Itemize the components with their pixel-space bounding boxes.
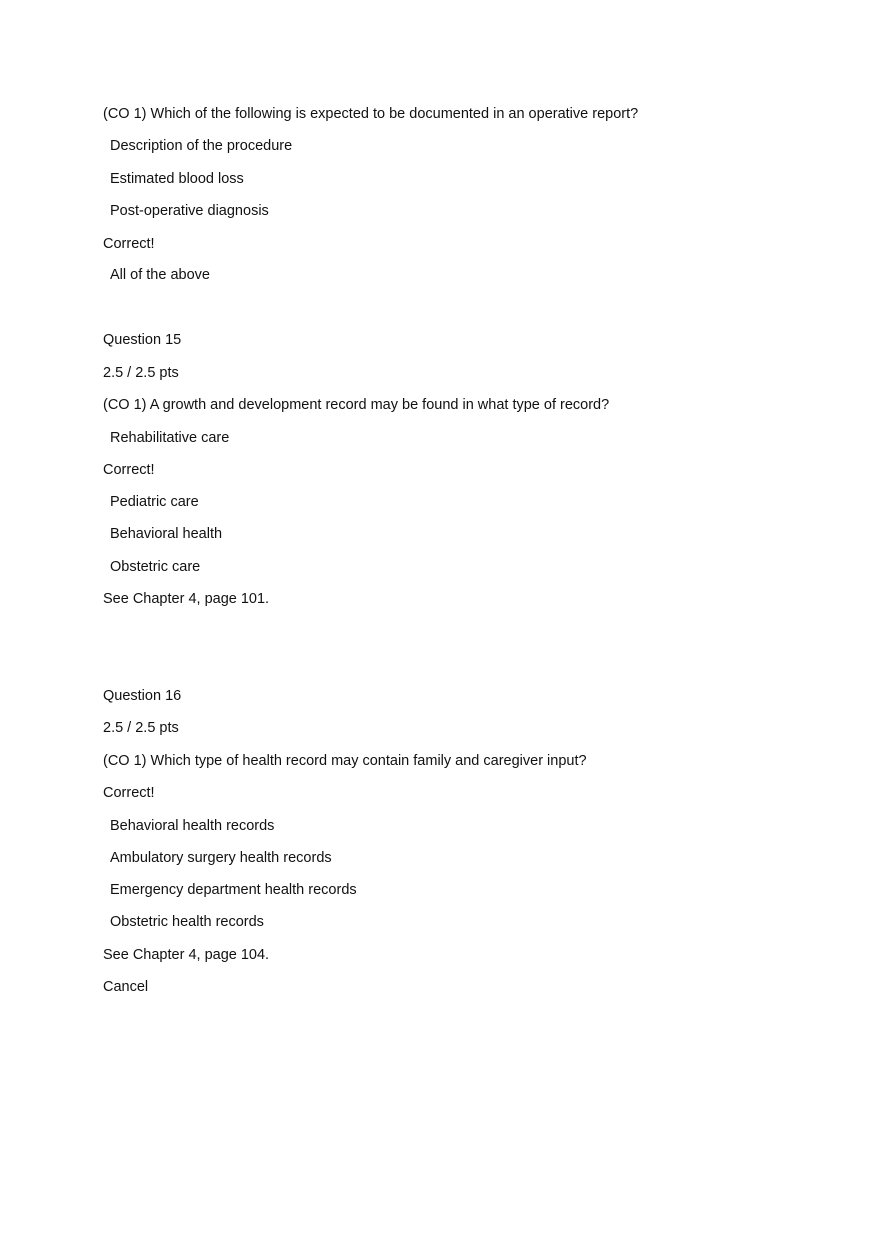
- answer-option: Behavioral health: [110, 526, 223, 542]
- question-points: 2.5 / 2.5 pts: [103, 720, 179, 736]
- answer-option: Ambulatory surgery health records: [110, 850, 332, 866]
- correct-label: Correct!: [103, 462, 155, 478]
- answer-option: Emergency department health records: [110, 882, 357, 898]
- answer-option: Behavioral health records: [110, 818, 275, 834]
- question-text: (CO 1) Which type of health record may contain family and caregiver input?: [103, 753, 587, 769]
- answer-option: Obstetric care: [110, 559, 201, 575]
- answer-option: Description of the procedure: [110, 138, 293, 154]
- answer-option: All of the above: [110, 267, 210, 283]
- question-points: 2.5 / 2.5 pts: [103, 365, 179, 381]
- question-title: Question 15: [103, 332, 182, 348]
- correct-label: Correct!: [103, 236, 155, 252]
- answer-option: Pediatric care: [110, 494, 199, 510]
- answer-option: Estimated blood loss: [110, 171, 244, 187]
- reference-text: See Chapter 4, page 104.: [103, 947, 270, 963]
- reference-text: See Chapter 4, page 101.: [103, 591, 270, 607]
- correct-label: Correct!: [103, 785, 155, 801]
- question-text: (CO 1) A growth and development record may be found in what type of record?: [103, 397, 610, 413]
- answer-option: Rehabilitative care: [110, 430, 230, 446]
- answer-option: Obstetric health records: [110, 914, 264, 930]
- cancel-link[interactable]: Cancel: [103, 979, 149, 995]
- answer-option: Post-operative diagnosis: [110, 203, 269, 219]
- question-text: (CO 1) Which of the following is expected to be documented in an operative report?: [103, 106, 639, 122]
- question-title: Question 16: [103, 688, 182, 704]
